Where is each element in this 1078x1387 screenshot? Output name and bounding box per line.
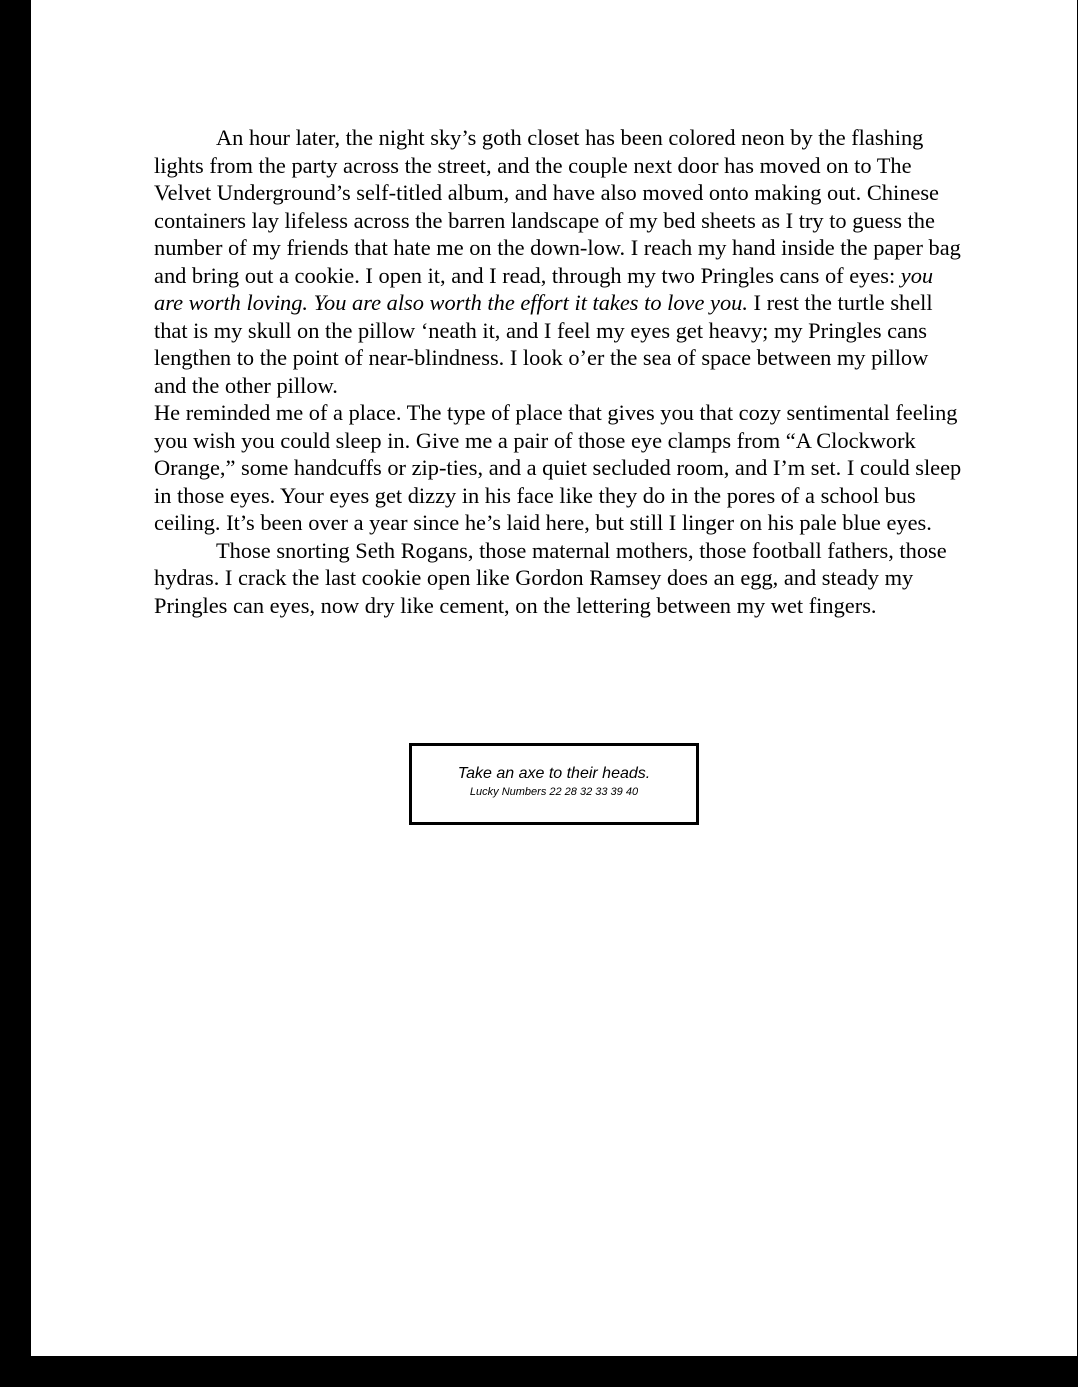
fortune-lucky-numbers: Lucky Numbers 22 28 32 33 39 40 [469, 786, 639, 798]
paragraph-1-text-start: An hour later, the night sky’s goth closet has been colored neon by the flashing lights from the party across the street, and the couple next door has moved on to The Velvet Underground’s self-titled album, and have also moved onto making out. Chinese containers lay lifeless across the barren landscape of my bed sheets as I try to guess the number of my friends that hate me on the down-low. I reach my hand inside the paper bag and bring out a cookie. I open it, and I read, through my two Pringles cans of eyes: [154, 125, 961, 288]
document-body [154, 124, 964, 619]
fortune-cookie-slip [409, 743, 699, 825]
fortune-message: Take an axe to their heads. [457, 765, 651, 782]
document-page [31, 0, 1077, 1356]
paragraph-3: Those snorting Seth Rogans, those maternal mothers, those football fathers, those hydras. I crack the last cookie open like Gordon Ramsey does an egg, and steady my Pringles can eyes, now dry like cement, on the lettering between my wet fingers. [154, 537, 947, 618]
paragraph-1-text-end: I rest the turtle shell that is my skull on the pillow ‘neath it, and I feel my eyes get heavy; my Pringles cans lengthen to the point of near-blindness. I look o’er the sea of space between my pillow and the other pillow. [154, 290, 933, 398]
paragraph-2: He reminded me of a place. The type of place that gives you that cozy sentimental feeling you wish you could sleep in. Give me a pair of those eye clamps from “A Clockwork Orange,” some handcuffs or zip-ties, and a quiet secluded room, and I’m set. I could sleep in those eyes. Your eyes get dizzy in his face like they do in the pores of a school bus ceiling. It’s been over a year since he’s laid here, but still I linger on his pale blue eyes. [154, 400, 962, 535]
paragraph-1 [154, 124, 964, 399]
fortune-quote-italic: you are worth loving. You are also worth the effort it takes to love you. [154, 262, 934, 315]
